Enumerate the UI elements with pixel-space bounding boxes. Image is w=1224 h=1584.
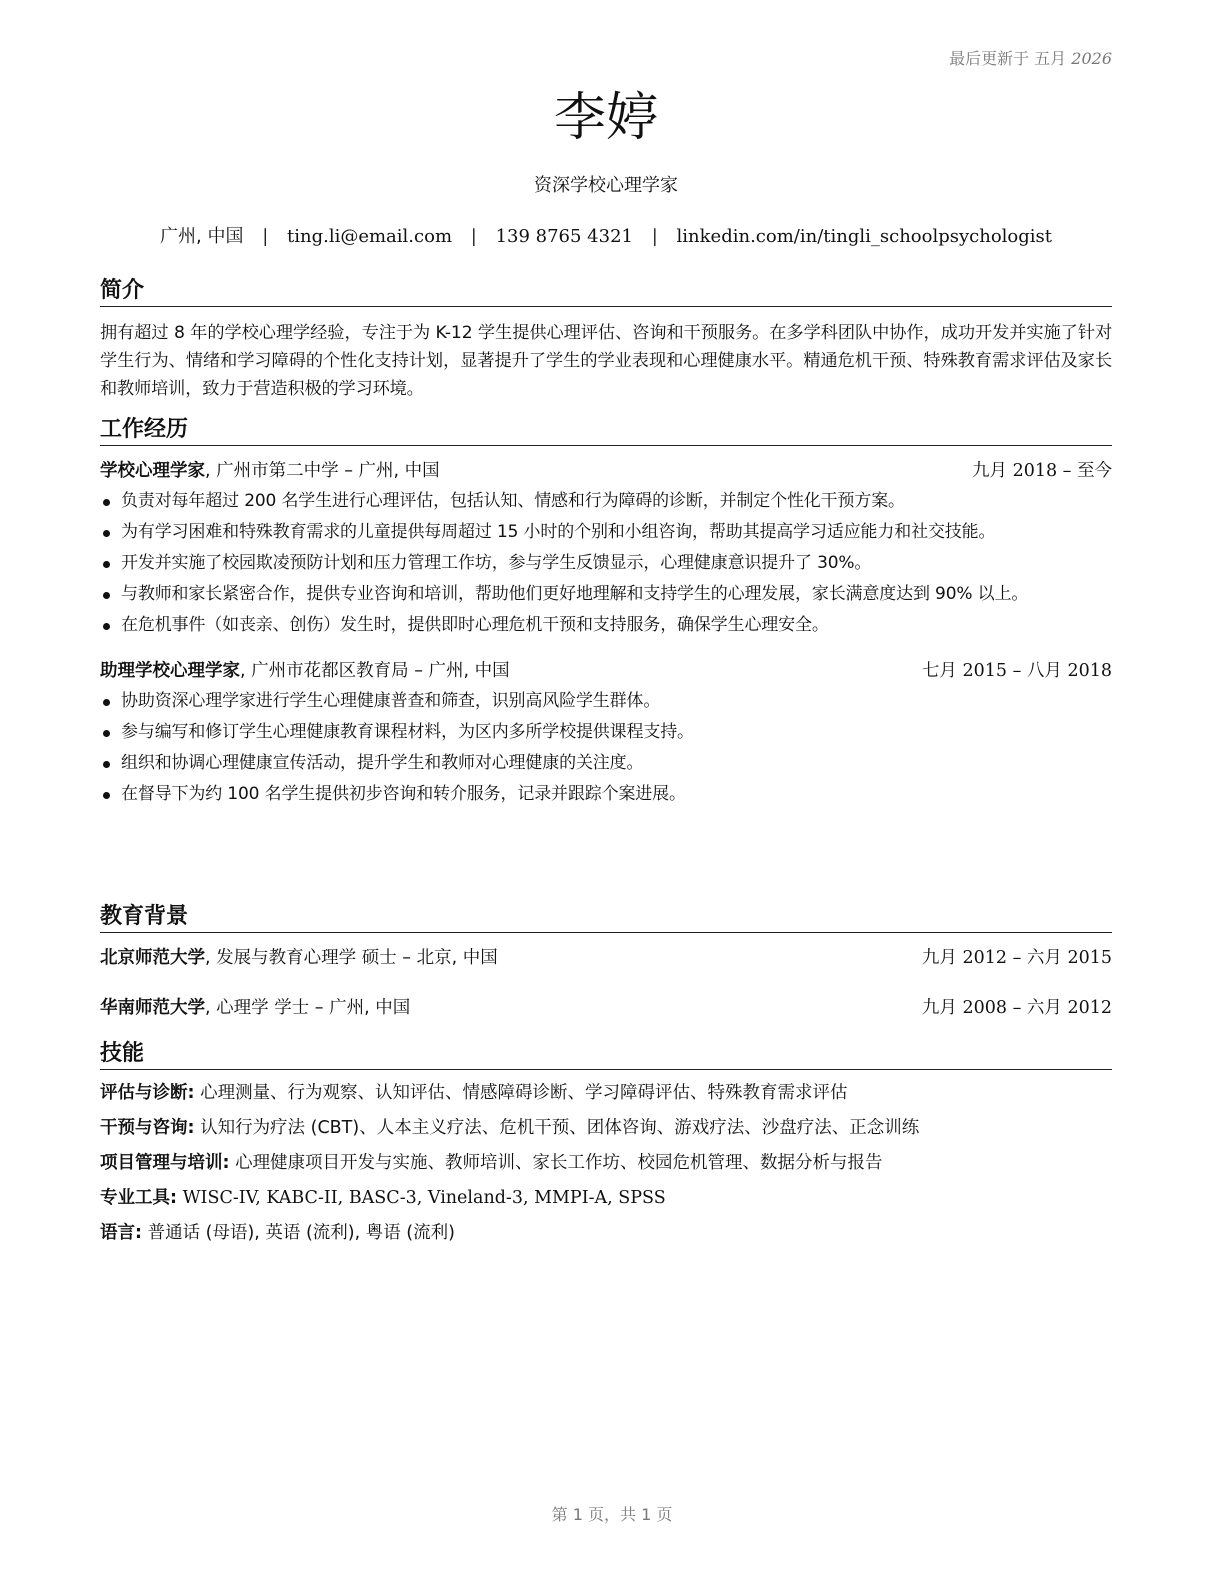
job-bullets	[100, 688, 1112, 808]
summary-section	[100, 276, 1112, 403]
bullet-item: 为有学习困难和特殊教育需求的儿童提供每周超过 15 小时的个别和小组咨询，帮助其提高学习适应能力和社交技能。	[100, 519, 1112, 546]
summary-text: 拥有超过 8 年的学校心理学经验，专注于为 K-12 学生提供心理评估、咨询和干预服务。在多学科团队中协作，成功开发并实施了针对学生行为、情绪和学习障碍的个性化支持计划，显著提升了学生的学业表现和心理健康水平。精通危机干预、特殊教育需求评估及家长和教师培训，致力于营造积极的学习环境。	[100, 323, 1112, 399]
education-entry	[100, 945, 1112, 971]
skill-row	[100, 1216, 1112, 1251]
job-bullets	[100, 488, 1112, 639]
skill-row	[100, 1181, 1112, 1216]
job-org: , 广州市第二中学 – 广州, 中国	[205, 461, 440, 481]
last-updated	[949, 46, 1112, 69]
skill-label: 语言:	[100, 1223, 142, 1243]
contact-separator: |	[651, 226, 658, 247]
candidate-title: 资深学校心理学家	[534, 175, 678, 196]
bullet-item: 组织和协调心理健康宣传活动，提升学生和教师对心理健康的关注度。	[100, 750, 1112, 777]
skill-label: 项目管理与培训:	[100, 1153, 230, 1173]
contact-line	[100, 225, 1112, 249]
contact-separator: |	[470, 226, 477, 247]
education-date: 九月 2012 – 六月 2015	[921, 948, 1112, 968]
skill-value: 认知行为疗法 (CBT)、人本主义疗法、危机干预、团体咨询、游戏疗法、沙盘疗法、正念训练	[194, 1118, 920, 1138]
education-school: 华南师范大学	[100, 998, 205, 1018]
skill-row	[100, 1146, 1112, 1181]
candidate-name: 李婷	[553, 88, 658, 148]
section-heading-summary: 简介	[100, 276, 1112, 307]
job-org: , 广州市花都区教育局 – 广州, 中国	[240, 661, 510, 681]
section-heading-education: 教育背景	[100, 902, 1112, 933]
education-detail: , 心理学 学士 – 广州, 中国	[205, 998, 411, 1018]
contact-location: 广州, 中国	[160, 226, 244, 247]
last-updated-month: 五月	[1034, 49, 1067, 68]
bullet-item: 在督导下为约 100 名学生提供初步咨询和转介服务，记录并跟踪个案进展。	[100, 781, 1112, 808]
page-footer: 第 1 页，共 1 页	[551, 1505, 673, 1524]
bullet-item: 开发并实施了校园欺凌预防计划和压力管理工作坊，参与学生反馈显示，心理健康意识提升了 30%。	[100, 550, 1112, 577]
job-entry	[100, 458, 1112, 639]
skill-value: 心理健康项目开发与实施、教师培训、家长工作坊、校园危机管理、数据分析与报告	[229, 1153, 883, 1173]
contact-phone: 139 8765 4321	[495, 226, 633, 247]
section-heading-experience: 工作经历	[100, 415, 1112, 446]
education-detail: , 发展与教育心理学 硕士 – 北京, 中国	[205, 948, 498, 968]
skill-label: 评估与诊断:	[100, 1083, 195, 1103]
skills-section	[100, 1039, 1112, 1251]
education-entry	[100, 995, 1112, 1021]
skill-value: 心理测量、行为观察、认知评估、情感障碍诊断、学习障碍评估、特殊教育需求评估	[194, 1083, 848, 1103]
skill-label: 干预与咨询:	[100, 1118, 195, 1138]
job-entry	[100, 658, 1112, 808]
skill-value: 普通话 (母语), 英语 (流利), 粤语 (流利)	[142, 1223, 455, 1243]
experience-section	[100, 415, 1112, 812]
contact-email[interactable]: ting.li@email.com	[287, 226, 453, 247]
skill-row	[100, 1111, 1112, 1146]
skill-row	[100, 1076, 1112, 1111]
job-date: 七月 2015 – 八月 2018	[921, 661, 1112, 681]
last-updated-label: 最后更新于	[949, 49, 1030, 68]
contact-linkedin[interactable]: linkedin.com/in/tingli_schoolpsychologist	[676, 226, 1052, 247]
skill-label: 专业工具:	[100, 1188, 177, 1208]
contact-separator: |	[262, 226, 269, 247]
education-date: 九月 2008 – 六月 2012	[921, 998, 1112, 1018]
bullet-item: 参与编写和修订学生心理健康教育课程材料，为区内多所学校提供课程支持。	[100, 719, 1112, 746]
section-heading-skills: 技能	[100, 1039, 1112, 1070]
job-date: 九月 2018 – 至今	[972, 461, 1112, 481]
bullet-item: 与教师和家长紧密合作，提供专业咨询和培训，帮助他们更好地理解和支持学生的心理发展，家长满意度达到 90% 以上。	[100, 581, 1112, 608]
job-role: 助理学校心理学家	[100, 661, 240, 681]
job-header	[100, 658, 1112, 684]
bullet-item: 负责对每年超过 200 名学生进行心理评估，包括认知、情感和行为障碍的诊断，并制定个性化干预方案。	[100, 488, 1112, 515]
skill-value: WISC-IV, KABC-II, BASC-3, Vineland-3, MMPI-A, SPSS	[177, 1188, 666, 1208]
resume-page	[100, 0, 1112, 1584]
bullet-item: 协助资深心理学家进行学生心理健康普查和筛查，识别高风险学生群体。	[100, 688, 1112, 715]
last-updated-year: 2026	[1071, 49, 1112, 68]
education-school: 北京师范大学	[100, 948, 205, 968]
job-role: 学校心理学家	[100, 461, 205, 481]
job-header	[100, 458, 1112, 484]
bullet-item: 在危机事件（如丧亲、创伤）发生时，提供即时心理危机干预和支持服务，确保学生心理安全。	[100, 612, 1112, 639]
education-section	[100, 902, 1112, 1021]
